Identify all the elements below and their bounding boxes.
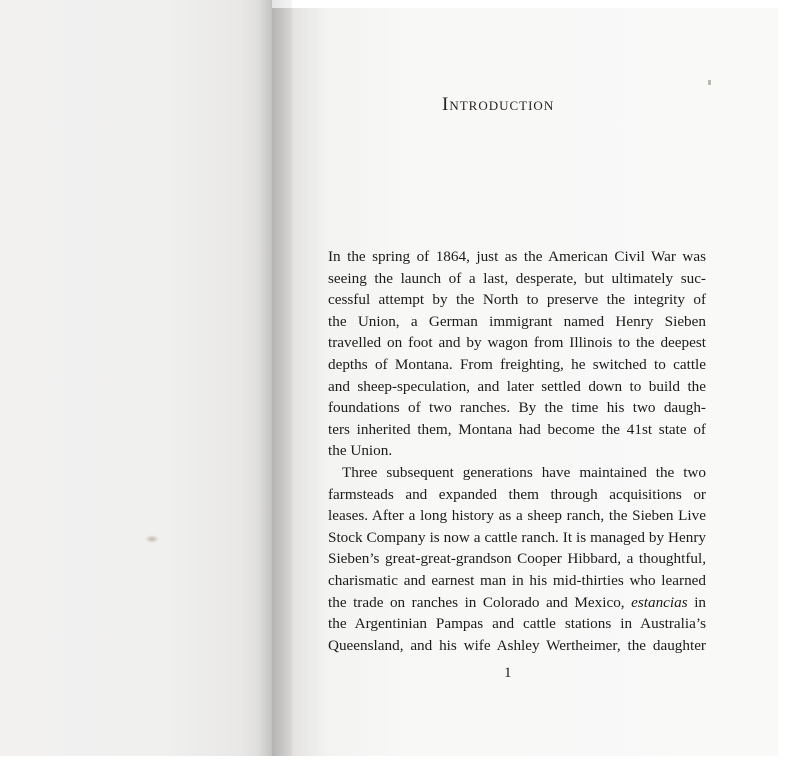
text-segment: the trade on ranches in Colorado and Mexico, xyxy=(328,593,625,611)
page-number: 1 xyxy=(504,665,512,681)
text-line: and sheep-speculation, and later settled down to build the xyxy=(328,377,706,395)
text-line: Queensland, and his wife Ashley Wertheimer, the daughter xyxy=(328,636,706,654)
text-line: the Union, a German immigrant named Henry Sieben xyxy=(328,312,706,330)
text-line: ters inherited them, Montana had become the 41st state of xyxy=(328,420,706,438)
text-line: travelled on foot and by wagon from Illinois to the deepest xyxy=(328,334,706,352)
paper-mark xyxy=(708,80,711,85)
italic-term: estancias xyxy=(631,593,688,611)
paragraph-1 xyxy=(328,246,706,462)
text-segment: in xyxy=(694,593,707,611)
text-line: leases. After a long history as a sheep ranch, the Sieben Live xyxy=(328,507,706,525)
book-gutter xyxy=(258,0,292,756)
text-line: depths of Montana. From freighting, he switched to cattle xyxy=(328,355,706,373)
text-line: the Union. xyxy=(328,442,393,460)
text-line: Sieben’s great-great-grandson Cooper Hibbard, a thoughtful, xyxy=(328,550,706,568)
text-line: foundations of two ranches. By the time his two daugh- xyxy=(328,399,706,417)
left-page-blank xyxy=(0,0,272,756)
text-line: seeing the launch of a last, desperate, but ultimately suc- xyxy=(328,269,706,287)
text-line-mixed xyxy=(328,592,706,614)
paragraph-2 xyxy=(328,462,706,656)
text-line: charismatic and earnest man in his mid-thirties who learned xyxy=(328,571,706,589)
text-line: farmsteads and expanded them through acquisitions or xyxy=(328,485,706,503)
body-text xyxy=(328,246,706,656)
text-line: In the spring of 1864, just as the American Civil War was xyxy=(328,248,706,265)
chapter-title: Introduction xyxy=(442,94,555,115)
text-line: cessful attempt by the North to preserve the integrity of xyxy=(328,291,706,309)
paper-stain xyxy=(145,535,159,543)
text-line: the Argentinian Pampas and cattle stations in Australia’s xyxy=(328,615,706,633)
text-line: Three subsequent generations have maintained the two xyxy=(342,463,706,481)
text-line: Stock Company is now a cattle ranch. It is managed by Henry xyxy=(328,528,706,546)
